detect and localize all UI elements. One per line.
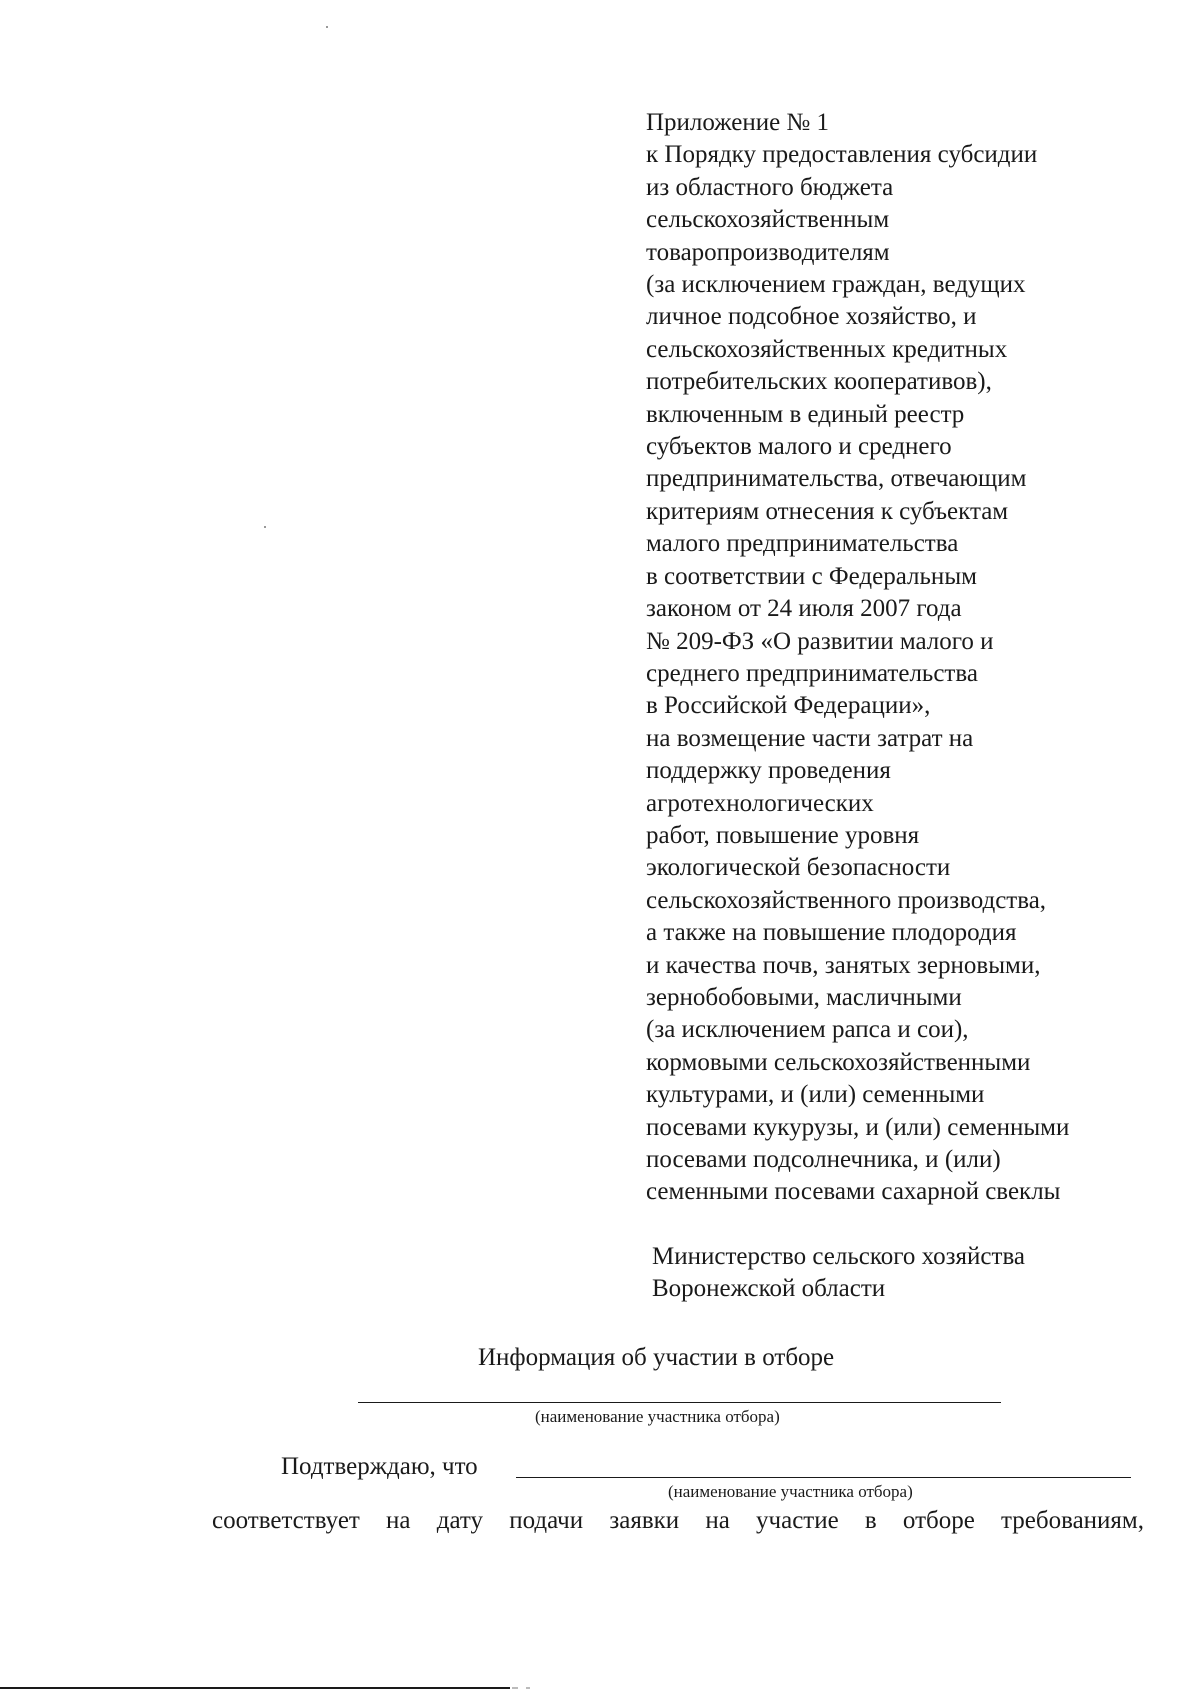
appendix-line: законом от 24 июля 2007 года	[646, 595, 962, 623]
appendix-line: экологической безопасности	[646, 854, 951, 882]
participant-name-blank-2	[516, 1477, 1131, 1478]
addressee-line: Министерство сельского хозяйства	[652, 1243, 1026, 1270]
appendix-line: № 209-ФЗ «О развитии малого и	[646, 627, 994, 655]
addressee-line: Воронежской области	[652, 1275, 886, 1302]
page-bottom-rule	[0, 1687, 510, 1689]
page-bottom-rule-fragment	[526, 1687, 530, 1689]
appendix-line: к Порядку предоставления субсидии	[646, 141, 1038, 169]
appendix-line: кормовыми сельскохозяйственными	[646, 1048, 1031, 1076]
appendix-line: посевами подсолнечника, и (или)	[646, 1146, 1001, 1173]
appendix-line: поддержку проведения	[646, 757, 891, 785]
appendix-line: работ, повышение уровня	[646, 821, 920, 849]
appendix-line: в Российской Федерации»,	[646, 692, 931, 720]
appendix-line: зернобобовыми, масличными	[646, 983, 962, 1011]
appendix-line: сельскохозяйственным	[646, 206, 890, 234]
body-text-line: соответствует на дату подачи заявки на участие в отборе требованиям,	[212, 1507, 1144, 1534]
appendix-line: среднего предпринимательства	[646, 659, 978, 687]
appendix-line: агротехнологических	[646, 789, 874, 817]
scan-speck	[264, 526, 266, 528]
appendix-line: личное подсобное хозяйство, и	[646, 303, 977, 331]
appendix-line: а также на повышение плодородия	[646, 919, 1017, 947]
form-title: Информация об участии в отборе	[478, 1344, 835, 1371]
appendix-line: критериям отнесения к субъектам	[646, 497, 1009, 525]
appendix-line: (за исключением граждан, ведущих	[646, 271, 1026, 299]
scan-speck	[326, 26, 328, 28]
appendix-line: культурами, и (или) семенными	[646, 1081, 985, 1109]
appendix-line: предпринимательства, отвечающим	[646, 465, 1027, 493]
appendix-line: включенным в единый реестр	[646, 400, 965, 428]
appendix-line: субъектов малого и среднего	[646, 433, 952, 461]
participant-name-caption-1: (наименование участника отбора)	[535, 1407, 780, 1426]
appendix-line: сельскохозяйственного производства,	[646, 886, 1047, 914]
appendix-line: посевами кукурузы, и (или) семенными	[646, 1113, 1070, 1141]
appendix-line: Приложение № 1	[646, 109, 830, 136]
appendix-line: и качества почв, занятых зерновыми,	[646, 951, 1041, 979]
appendix-line: из областного бюджета	[646, 173, 894, 201]
appendix-line: (за исключением рапса и сои),	[646, 1016, 969, 1044]
appendix-line: сельскохозяйственных кредитных	[646, 335, 1008, 363]
appendix-line: товаропроизводителям	[646, 238, 890, 266]
page-bottom-rule-fragment	[512, 1687, 518, 1689]
appendix-line: малого предпринимательства	[646, 530, 959, 558]
participant-name-blank-1	[358, 1402, 1001, 1403]
appendix-line: семенными посевами сахарной свеклы	[646, 1178, 1061, 1206]
appendix-line: потребительских кооперативов),	[646, 368, 992, 396]
appendix-header	[646, 107, 1186, 1209]
participant-name-caption-2: (наименование участника отбора)	[668, 1482, 913, 1501]
confirm-label: Подтверждаю, что	[281, 1453, 478, 1480]
addressee-block	[652, 1241, 1172, 1305]
appendix-line: в соответствии с Федеральным	[646, 562, 977, 590]
appendix-line: на возмещение части затрат на	[646, 724, 974, 752]
